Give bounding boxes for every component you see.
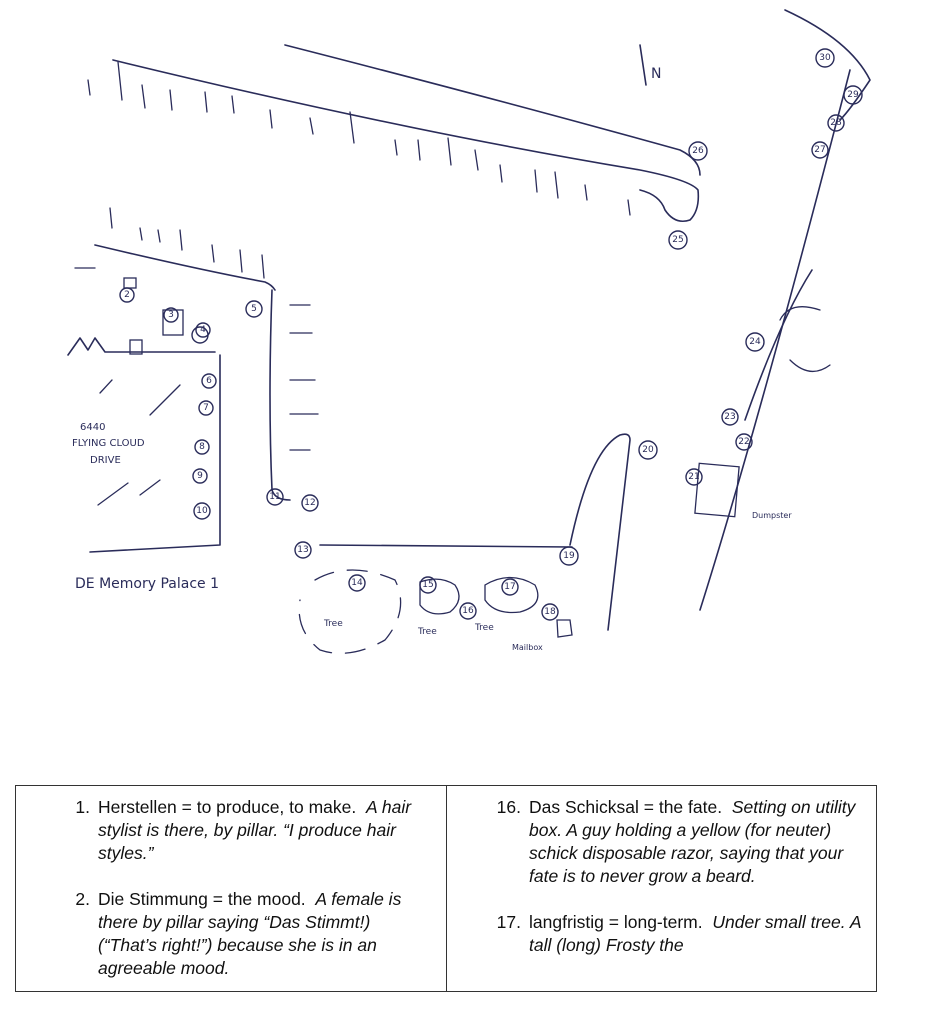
svg-text:26: 26 — [692, 146, 704, 156]
notes-left-column — [16, 786, 446, 991]
entry-term: Das Schicksal = the fate. — [529, 797, 723, 817]
location-markers — [120, 49, 862, 620]
entry-mnemonic: Setting on utility box. A guy holding a yellow (for neuter) schick disposable razor, saying that your fate is to never grow a beard. — [529, 797, 856, 886]
entry-mnemonic: A hair stylist is there, by pillar. “I produce hair styles.” — [98, 797, 412, 863]
svg-text:3: 3 — [168, 310, 174, 320]
svg-text:8: 8 — [199, 442, 205, 452]
svg-text:13: 13 — [297, 545, 309, 555]
svg-text:9: 9 — [197, 471, 203, 481]
note-entry — [56, 888, 434, 980]
svg-text:23: 23 — [724, 412, 736, 422]
compass-north-label: N — [651, 66, 662, 82]
svg-text:27: 27 — [814, 145, 826, 155]
svg-text:24: 24 — [749, 337, 761, 347]
address-line-2: FLYING CLOUD — [72, 438, 145, 449]
svg-text:5: 5 — [251, 304, 257, 314]
mailbox-label: Mailbox — [512, 643, 543, 652]
svg-text:11: 11 — [269, 492, 281, 502]
svg-text:25: 25 — [672, 235, 684, 245]
vocabulary-notes-table — [15, 785, 877, 992]
svg-text:4: 4 — [200, 325, 206, 335]
svg-text:16: 16 — [462, 606, 474, 616]
svg-text:20: 20 — [642, 445, 654, 455]
svg-text:12: 12 — [304, 498, 316, 508]
entry-number: 17. — [496, 912, 521, 932]
notes-right-column — [446, 786, 876, 991]
address-line-1: 6440 — [80, 422, 106, 433]
svg-text:22: 22 — [738, 437, 750, 447]
svg-text:10: 10 — [196, 506, 208, 516]
svg-text:21: 21 — [688, 472, 700, 482]
svg-text:19: 19 — [563, 551, 575, 561]
svg-text:7: 7 — [203, 403, 209, 413]
note-entry — [487, 796, 864, 888]
entry-term: Herstellen = to produce, to make. — [98, 797, 357, 817]
svg-text:17: 17 — [504, 582, 516, 592]
note-entry — [56, 796, 434, 865]
entry-number: 16. — [496, 797, 521, 817]
entry-mnemonic: Under small tree. A tall (long) Frosty the — [529, 912, 861, 955]
entry-term: Die Stimmung = the mood. — [98, 889, 306, 909]
svg-text:14: 14 — [351, 578, 363, 588]
svg-text:6: 6 — [206, 376, 212, 386]
svg-text:15: 15 — [422, 580, 434, 590]
entry-number: 2. — [75, 889, 90, 909]
address-line-3: DRIVE — [90, 455, 121, 466]
svg-text:28: 28 — [830, 118, 842, 128]
entry-term: langfristig = long-term. — [529, 912, 703, 932]
tree-label: Tree — [324, 619, 343, 629]
svg-text:30: 30 — [819, 53, 831, 63]
note-entry — [487, 911, 864, 957]
sketch-title: DE Memory Palace 1 — [75, 576, 219, 592]
entry-number: 1. — [75, 797, 90, 817]
svg-text:2: 2 — [124, 290, 130, 300]
dumpster-label: Dumpster — [752, 511, 792, 520]
tree-label: Tree — [475, 623, 494, 633]
tree-label: Tree — [418, 627, 437, 637]
svg-text:29: 29 — [847, 90, 859, 100]
entry-mnemonic: A female is there by pillar saying “Das Stimmt!) (“That’s right!”) because she is in an agreeable mood. — [98, 889, 402, 978]
svg-text:18: 18 — [544, 607, 556, 617]
